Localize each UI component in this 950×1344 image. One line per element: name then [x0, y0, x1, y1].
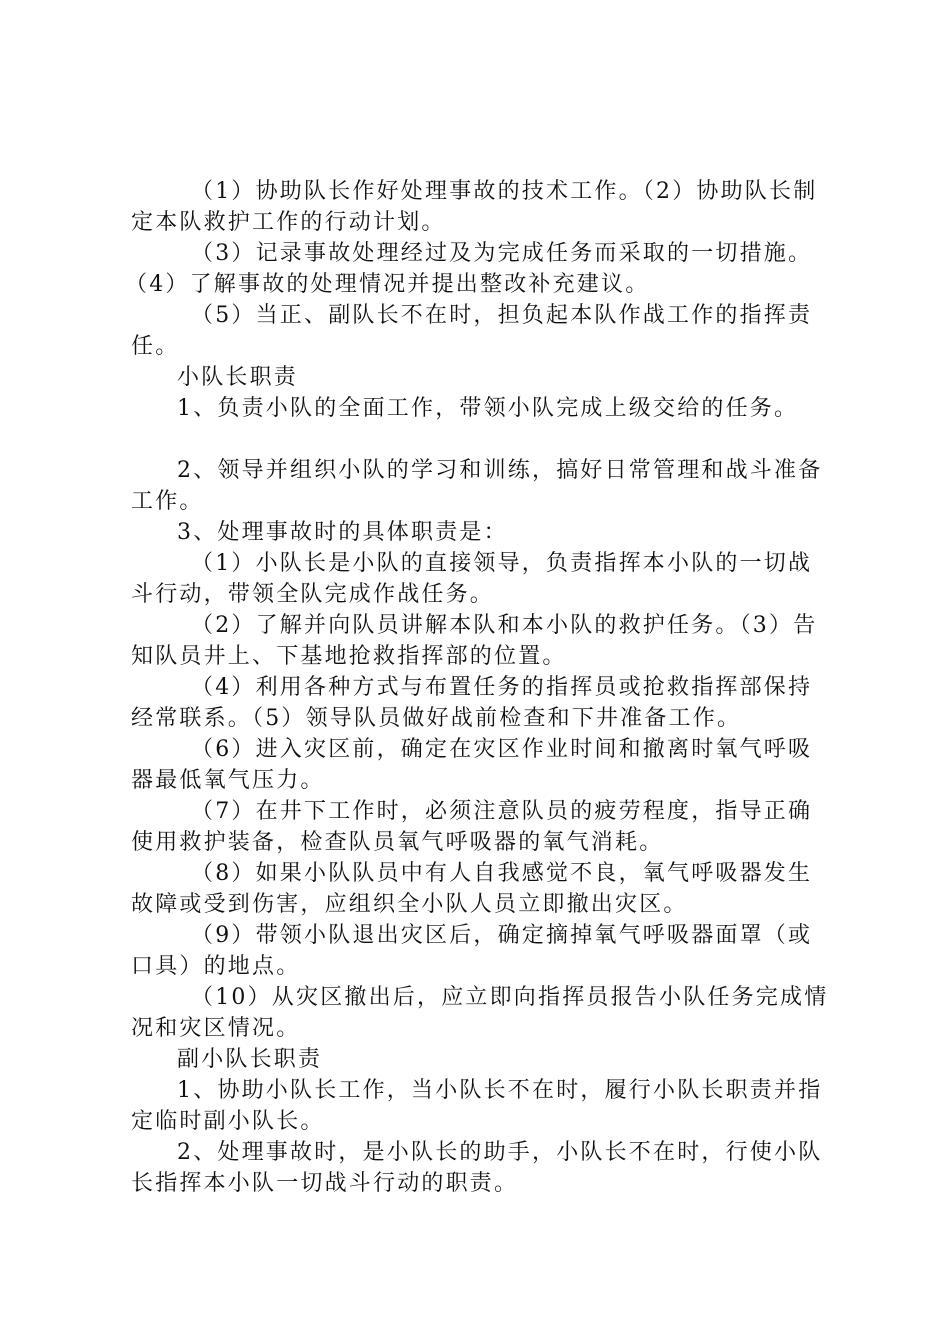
- paragraph: （9）带领小队退出灾区后，确定摘掉氧气呼吸器面罩（或口具）的地点。: [131, 923, 813, 979]
- paragraph: （8）如果小队队员中有人自我感觉不良，氧气呼吸器发生故障或受到伤害，应组织全小队人员立即撤出灾区。: [131, 861, 813, 917]
- paragraph: （1）小队长是小队的直接领导，负责指挥本小队的一切战斗行动，带领全队完成作战任务。: [131, 551, 813, 607]
- section-heading: 小队长职责: [177, 365, 299, 390]
- paragraph: （6）进入灾区前，确定在灾区作业时间和撤离时氧气呼吸器最低氧气压力。: [131, 737, 813, 793]
- paragraph: 2、领导并组织小队的学习和训练，搞好日常管理和战斗准备工作。: [131, 458, 823, 514]
- paragraph: （5）当正、副队长不在时，担负起本队作战工作的指挥责任。: [131, 303, 813, 359]
- paragraph: 3、处理事故时的具体职责是：: [177, 520, 508, 545]
- paragraph: （7）在井下工作时，必须注意队员的疲劳程度，指导正确使用救护装备，检查队员氧气呼吸器的氧气消耗。: [131, 799, 813, 855]
- document-body: [125, 176, 831, 1199]
- blank-line: [131, 424, 831, 455]
- paragraph: （1）协助队长作好处理事故的技术工作。（2）协助队长制定本队救护工作的行动计划。: [131, 179, 818, 235]
- paragraph: （3）记录事故处理经过及为完成任务而采取的一切措施。: [191, 241, 813, 266]
- paragraph: 1、协助小队长工作，当小队长不在时，履行小队长职责并指定临时副小队长。: [131, 1078, 823, 1134]
- paragraph: （4）利用各种方式与布置任务的指挥员或抢救指挥部保持经常联系。（5）领导队员做好战前检查和下井准备工作。: [131, 675, 813, 731]
- paragraph: （10）从灾区撤出后，应立即向指挥员报告小队任务完成情况和灾区情况。: [131, 985, 829, 1041]
- paragraph: 1、负责小队的全面工作，带领小队完成上级交给的任务。: [177, 396, 799, 421]
- paragraph: （2）了解并向队员讲解本队和本小队的救护任务。（3）告知队员井上、下基地抢救指挥部的位置。: [131, 613, 818, 669]
- paragraph: 2、处理事故时，是小队长的助手，小队长不在时，行使小队长指挥本小队一切战斗行动的职责。: [131, 1140, 823, 1196]
- paragraph: （4）了解事故的处理情况并提出整改补充建议。: [125, 272, 650, 297]
- section-heading: 副小队长职责: [177, 1047, 323, 1072]
